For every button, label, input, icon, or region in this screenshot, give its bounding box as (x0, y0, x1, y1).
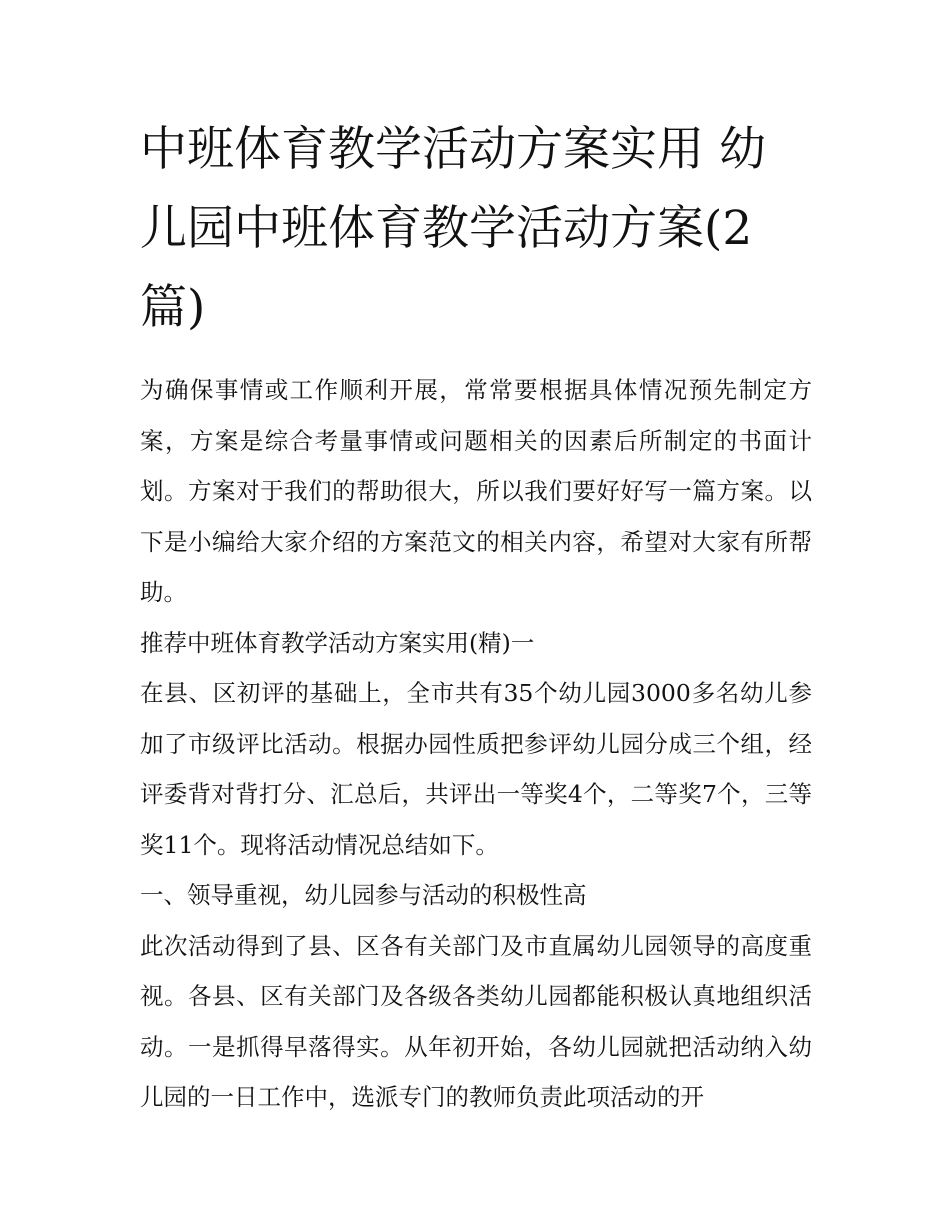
document-title: 中班体育教学活动方案实用 幼儿园中班体育教学活动方案(2篇) (140, 122, 766, 335)
section-heading-leadership: 一、领导重视，幼儿园参与活动的积极性高 (140, 881, 587, 909)
document-page (140, 110, 812, 1123)
leadership-paragraph: 此次活动得到了县、区各有关部门及市直属幼儿园领导的高度重视。各县、区有关部门及各级各类幼儿园都能积极认真地组织活动。一是抓得早落得实。从年初开始，各幼儿园就把活动纳入幼儿园的一日工作中，选派专门的教师负责此项活动的开 (140, 931, 812, 1111)
intro-paragraph: 为确保事情或工作顺利开展，常常要根据具体情况预先制定方案，方案是综合考量事情或问题相关的因素后所制定的书面计划。方案对于我们的帮助很大，所以我们要好好写一篇方案。以下是小编给大家介绍的方案范文的相关内容，希望对大家有所帮助。 (140, 376, 812, 606)
summary-paragraph: 在县、区初评的基础上，全市共有35个幼儿园3000多名幼儿参加了市级评比活动。根据办园性质把参评幼儿园分成三个组，经评委背对背打分、汇总后，共评出一等奖4个，二等奖7个，三等奖11个。现将活动情况总结如下。 (140, 679, 812, 859)
document-body (140, 365, 812, 1123)
section-heading-recommend: 推荐中班体育教学活动方案实用(精)一 (140, 628, 535, 657)
